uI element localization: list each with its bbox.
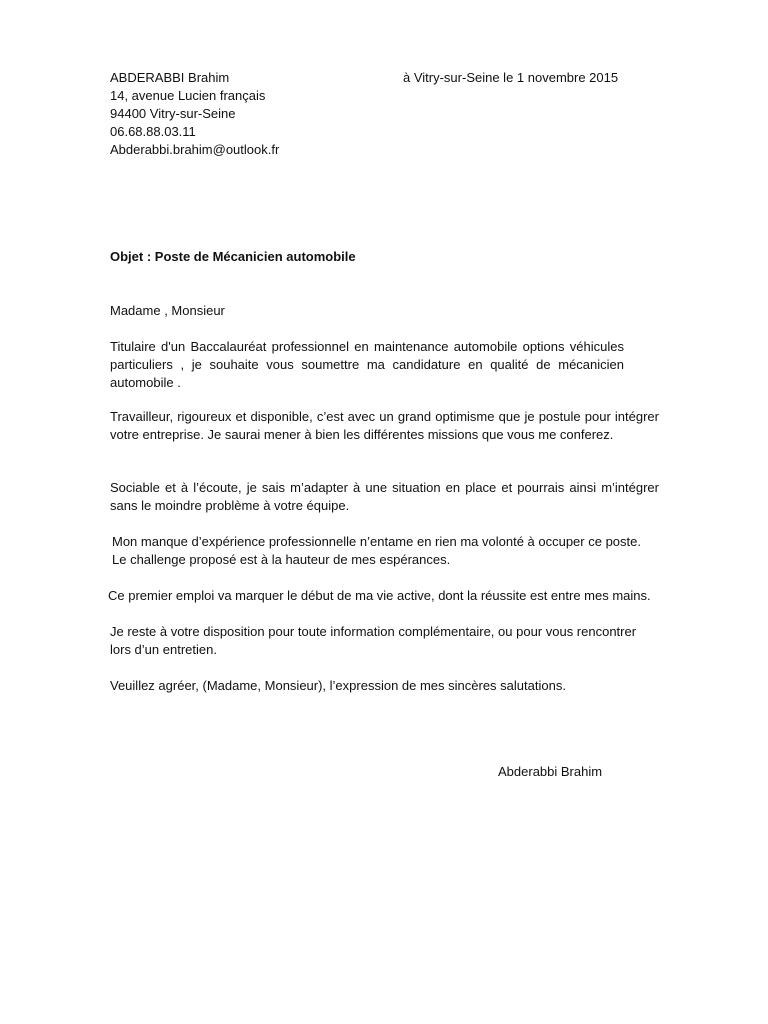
paragraph-4-line-1: Mon manque d’expérience professionnelle n’entame en rien ma volonté à occuper ce poste. bbox=[112, 534, 641, 549]
paragraph-4-line-2: Le challenge proposé est à la hauteur de mes espérances. bbox=[112, 552, 451, 567]
paragraph-7: Veuillez agréer, (Madame, Monsieur), l’expression de mes sincères salutations. bbox=[110, 678, 566, 693]
sender-email: Abderabbi.brahim@outlook.fr bbox=[110, 142, 280, 157]
paragraph-4 bbox=[112, 533, 641, 569]
sender-street: 14, avenue Lucien français bbox=[110, 88, 266, 103]
paragraph-5: Ce premier emploi va marquer le début de ma vie active, dont la réussite est entre mes mains. bbox=[108, 588, 651, 603]
paragraph-2: Travailleur, rigoureux et disponible, c’est avec un grand optimisme que je postule pour intégrer votre entreprise. Je saurai mener à bien les différentes missions que vous me conferez. bbox=[110, 409, 659, 442]
paragraph-6: Je reste à votre disposition pour toute information complémentaire, ou pour vous rencontrer lors d’un entretien. bbox=[110, 624, 637, 657]
place-date: à Vitry-sur-Seine le 1 novembre 2015 bbox=[403, 70, 619, 85]
sender-block bbox=[110, 69, 279, 159]
sender-city: 94400 Vitry-sur-Seine bbox=[110, 106, 236, 121]
paragraph-1: Titulaire d'un Baccalauréat professionnel en maintenance automobile options véhicules particuliers , je souhaite vous soumettre ma candidature en qualité de mécanicien automobile . bbox=[110, 339, 624, 390]
salutation: Madame , Monsieur bbox=[110, 303, 225, 318]
sender-name: ABDERABBI Brahim bbox=[110, 70, 230, 85]
subject-line: Objet : Poste de Mécanicien automobile bbox=[110, 249, 356, 264]
paragraph-3: Sociable et à l’écoute, je sais m’adapter à une situation en place et pourrais ainsi m’intégrer sans le moindre problème à votre équipe. bbox=[110, 480, 659, 513]
signature: Abderabbi Brahim bbox=[498, 764, 603, 779]
sender-phone: 06.68.88.03.11 bbox=[110, 124, 196, 139]
